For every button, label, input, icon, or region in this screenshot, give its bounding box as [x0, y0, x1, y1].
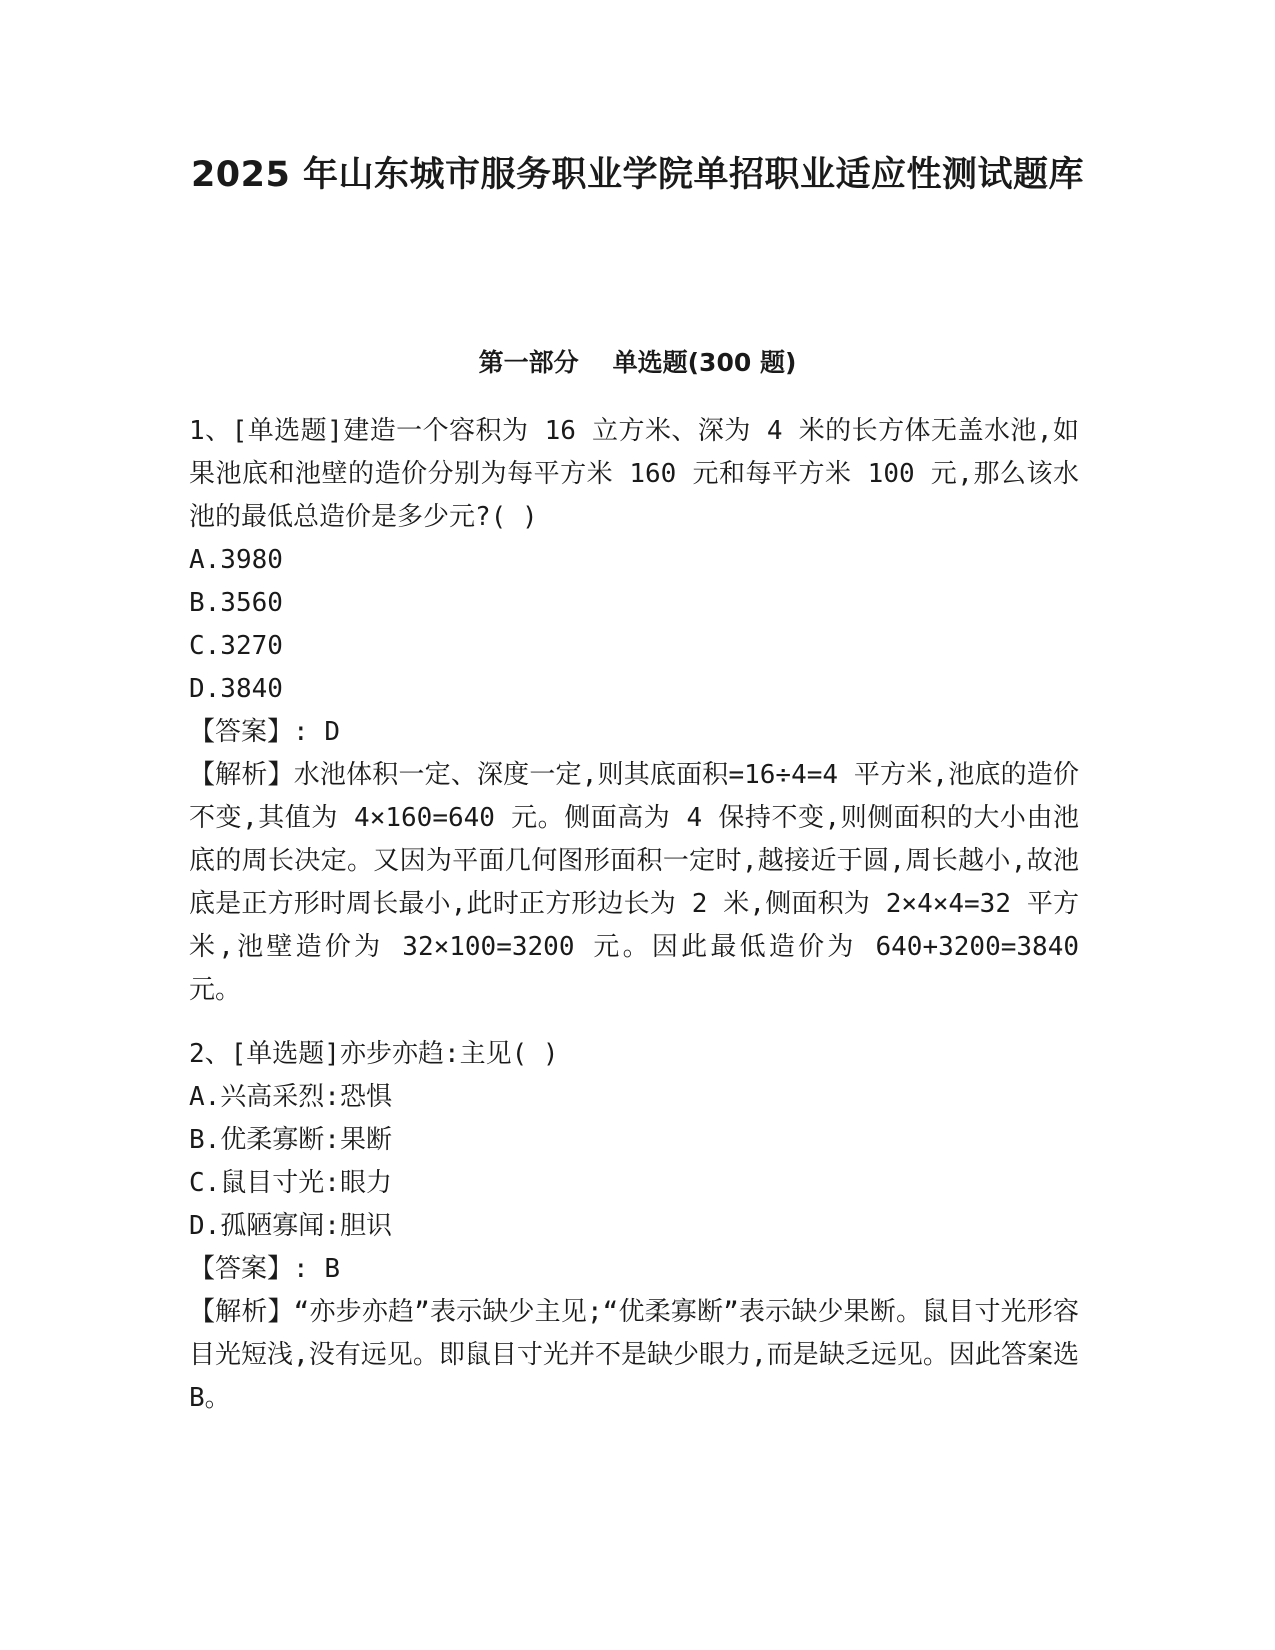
question-number: 2、 — [189, 1039, 231, 1069]
question-list — [189, 410, 1079, 1420]
section-name: 单选题(300 题) — [612, 348, 797, 377]
question-stem — [189, 1033, 1079, 1076]
question-text: 亦步亦趋:主见( ) — [339, 1039, 559, 1069]
analysis-label: 【解析】 — [189, 760, 294, 790]
question-item — [189, 410, 1079, 1012]
answer-value: B — [324, 1254, 340, 1284]
document-title-text: 2025 年山东城市服务职业学院单招职业适应性测试题库 — [190, 155, 1085, 195]
answer-label: 【答案】 — [189, 717, 294, 747]
option-d: D.孤陋寡闻:胆识 — [189, 1211, 392, 1241]
question-number: 1、 — [189, 416, 232, 446]
option-c: C.3270 — [189, 631, 283, 661]
analysis-paragraph — [189, 754, 1079, 1012]
question-stem — [189, 410, 1079, 539]
question-text: 建造一个容积为 16 立方米、深为 4 米的长方体无盖水池,如果池底和池壁的造价分别为每平方米 160 元和每平方米 100 元,那么该水池的最低总造价是多少元?( ) — [189, 416, 1080, 532]
analysis-text: 水池体积一定、深度一定,则其底面积=16÷4=4 平方米,池底的造价不变,其值为 4×160=640 元。侧面高为 4 保持不变,则侧面积的大小由池底的周长决定。又因为平面几何图形面积一定时,越接近于圆,周长越小,故池底是正方形时周长最小,此时正方形边长为 2 米,侧面积为 2×4×4=32 平方米,池壁造价为 32×100=3200 元。因此最低造价为 640+3200=3840 元。 — [189, 760, 1079, 1005]
option-b: B.优柔寡断:果断 — [189, 1125, 392, 1155]
answer-line — [189, 1248, 1079, 1291]
option-b: B.3560 — [189, 588, 283, 618]
analysis-paragraph — [189, 1291, 1079, 1420]
answer-separator: : — [293, 717, 325, 747]
answer-label: 【答案】 — [189, 1254, 294, 1284]
section-heading — [150, 346, 1125, 380]
answer-separator: : — [293, 1254, 325, 1284]
answer-line — [189, 711, 1079, 754]
question-type: [单选题] — [230, 1039, 340, 1069]
analysis-label: 【解析】 — [189, 1297, 294, 1327]
answer-value: D — [324, 717, 340, 747]
document-title — [150, 148, 1125, 203]
option-a: A.兴高采烈:恐惧 — [189, 1082, 392, 1112]
question-type: [单选题] — [231, 416, 343, 446]
question-spacer — [189, 1012, 1079, 1033]
analysis-text: “亦步亦趋”表示缺少主见;“优柔寡断”表示缺少果断。鼠目寸光形容目光短浅,没有远见。即鼠目寸光并不是缺少眼力,而是缺乏远见。因此答案选 B。 — [189, 1297, 1079, 1413]
section-part: 第一部分 — [478, 348, 579, 377]
option-c: C.鼠目寸光:眼力 — [189, 1168, 392, 1198]
option-d: D.3840 — [189, 674, 283, 704]
question-item — [189, 1033, 1079, 1420]
option-a: A.3980 — [189, 545, 283, 575]
